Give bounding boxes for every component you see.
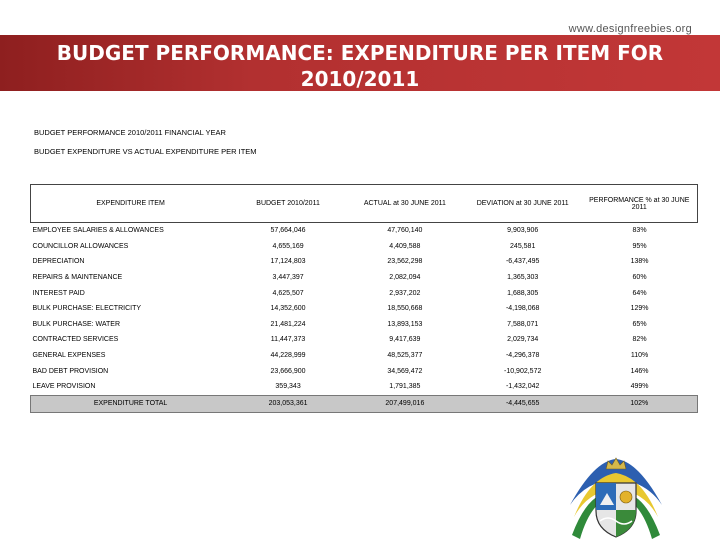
- cell-deviation: 7,588,071: [507, 320, 539, 328]
- header-performance: PERFORMANCE % at 30 JUNE 2011: [582, 185, 698, 223]
- cell-actual: 1,791,385: [389, 383, 421, 391]
- cell-deviation: -1,432,042: [505, 383, 540, 391]
- cell-item: GENERAL EXPENSES: [32, 352, 106, 360]
- cell-item: DEPRECIATION: [32, 258, 85, 266]
- cell-actual: 34,569,472: [387, 367, 423, 375]
- cell-performance: 499%: [630, 383, 649, 391]
- total-budget: 203,053,361: [230, 395, 346, 412]
- table-row: [31, 239, 698, 255]
- header-deviation: DEVIATION at 30 JUNE 2011: [464, 185, 582, 223]
- cell-deviation: 1,365,303: [507, 274, 539, 282]
- table-row: [31, 379, 698, 395]
- cell-item: COUNCILLOR ALLOWANCES: [32, 242, 129, 250]
- cell-item: LEAVE PROVISION: [32, 383, 96, 391]
- cell-item: INTEREST PAID: [32, 289, 85, 297]
- cell-item: EMPLOYEE SALARIES & ALLOWANCES: [32, 227, 164, 235]
- page-title: BUDGET PERFORMANCE: EXPENDITURE PER ITEM FOR 2010/2011: [56, 41, 664, 91]
- table-row: [31, 348, 698, 364]
- cell-performance: 129%: [630, 305, 649, 313]
- header-actual: ACTUAL at 30 JUNE 2011: [346, 185, 464, 223]
- cell-performance: 64%: [632, 289, 647, 297]
- total-performance: 102%: [582, 395, 698, 412]
- cell-performance: 138%: [630, 258, 649, 266]
- cell-performance: 146%: [630, 367, 649, 375]
- total-deviation: -4,445,655: [464, 395, 582, 412]
- table-row: [31, 363, 698, 379]
- cell-actual: 48,525,377: [387, 352, 423, 360]
- cell-actual: 23,562,298: [387, 258, 423, 266]
- cell-deviation: -6,437,495: [505, 258, 540, 266]
- cell-actual: 4,409,588: [389, 242, 421, 250]
- cell-deviation: -4,198,068: [505, 305, 540, 313]
- table-row: [31, 301, 698, 317]
- expenditure-table: [30, 184, 698, 413]
- cell-budget: 17,124,803: [270, 258, 306, 266]
- table-body: [31, 223, 698, 396]
- cell-deviation: 2,029,734: [507, 336, 539, 344]
- table-row: [31, 332, 698, 348]
- cell-actual: 47,760,140: [387, 227, 423, 235]
- cell-item: REPAIRS & MAINTENANCE: [32, 274, 123, 282]
- cell-actual: 9,417,639: [389, 336, 421, 344]
- cell-item: BULK PURCHASE: ELECTRICITY: [32, 305, 142, 313]
- total-actual: 207,499,016: [346, 395, 464, 412]
- cell-actual: 2,082,094: [389, 274, 421, 282]
- cell-performance: 65%: [632, 320, 647, 328]
- subtitle-expenditure-comparison: BUDGET EXPENDITURE VS ACTUAL EXPENDITURE PER ITEM: [34, 147, 257, 156]
- cell-budget: 3,447,397: [272, 274, 304, 282]
- table-row: [31, 317, 698, 333]
- cell-item: CONTRACTED SERVICES: [32, 336, 119, 344]
- cell-budget: 21,481,224: [270, 320, 306, 328]
- cell-deviation: -4,296,378: [505, 352, 540, 360]
- cell-performance: 95%: [632, 242, 647, 250]
- cell-performance: 82%: [632, 336, 647, 344]
- cell-budget: 4,625,507: [272, 289, 304, 297]
- subtitle-financial-year: BUDGET PERFORMANCE 2010/2011 FINANCIAL YEAR: [34, 128, 226, 137]
- table-row: [31, 285, 698, 301]
- cell-budget: 14,352,600: [270, 305, 306, 313]
- municipal-crest-logo: [566, 455, 666, 540]
- cell-deviation: 9,903,906: [507, 227, 539, 235]
- cell-actual: 18,550,668: [387, 305, 423, 313]
- cell-deviation: 245,581: [510, 242, 536, 250]
- cell-performance: 83%: [632, 227, 647, 235]
- header-expenditure-item: EXPENDITURE ITEM: [31, 185, 231, 223]
- cell-budget: 23,666,900: [270, 367, 306, 375]
- cell-performance: 60%: [632, 274, 647, 282]
- cell-budget: 57,664,046: [270, 227, 306, 235]
- cell-deviation: -10,902,572: [504, 367, 542, 375]
- site-url: www.designfreebies.org: [568, 23, 692, 35]
- total-label: EXPENDITURE TOTAL: [31, 395, 231, 412]
- cell-actual: 13,893,153: [387, 320, 423, 328]
- header-budget: BUDGET 2010/2011: [230, 185, 346, 223]
- total-row: [31, 395, 698, 412]
- cell-budget: 4,655,169: [272, 242, 304, 250]
- cell-item: BAD DEBT PROVISION: [32, 367, 109, 375]
- cell-performance: 110%: [630, 352, 649, 360]
- cell-item: BULK PURCHASE: WATER: [32, 320, 121, 328]
- cell-budget: 44,228,999: [270, 352, 306, 360]
- cell-actual: 2,937,202: [389, 289, 421, 297]
- table-row: [31, 270, 698, 286]
- table-row: [31, 223, 698, 239]
- table-row: [31, 254, 698, 270]
- table-header-row: [31, 185, 698, 223]
- cell-budget: 359,343: [275, 383, 301, 391]
- cell-deviation: 1,688,305: [507, 289, 539, 297]
- cell-budget: 11,447,373: [270, 336, 306, 344]
